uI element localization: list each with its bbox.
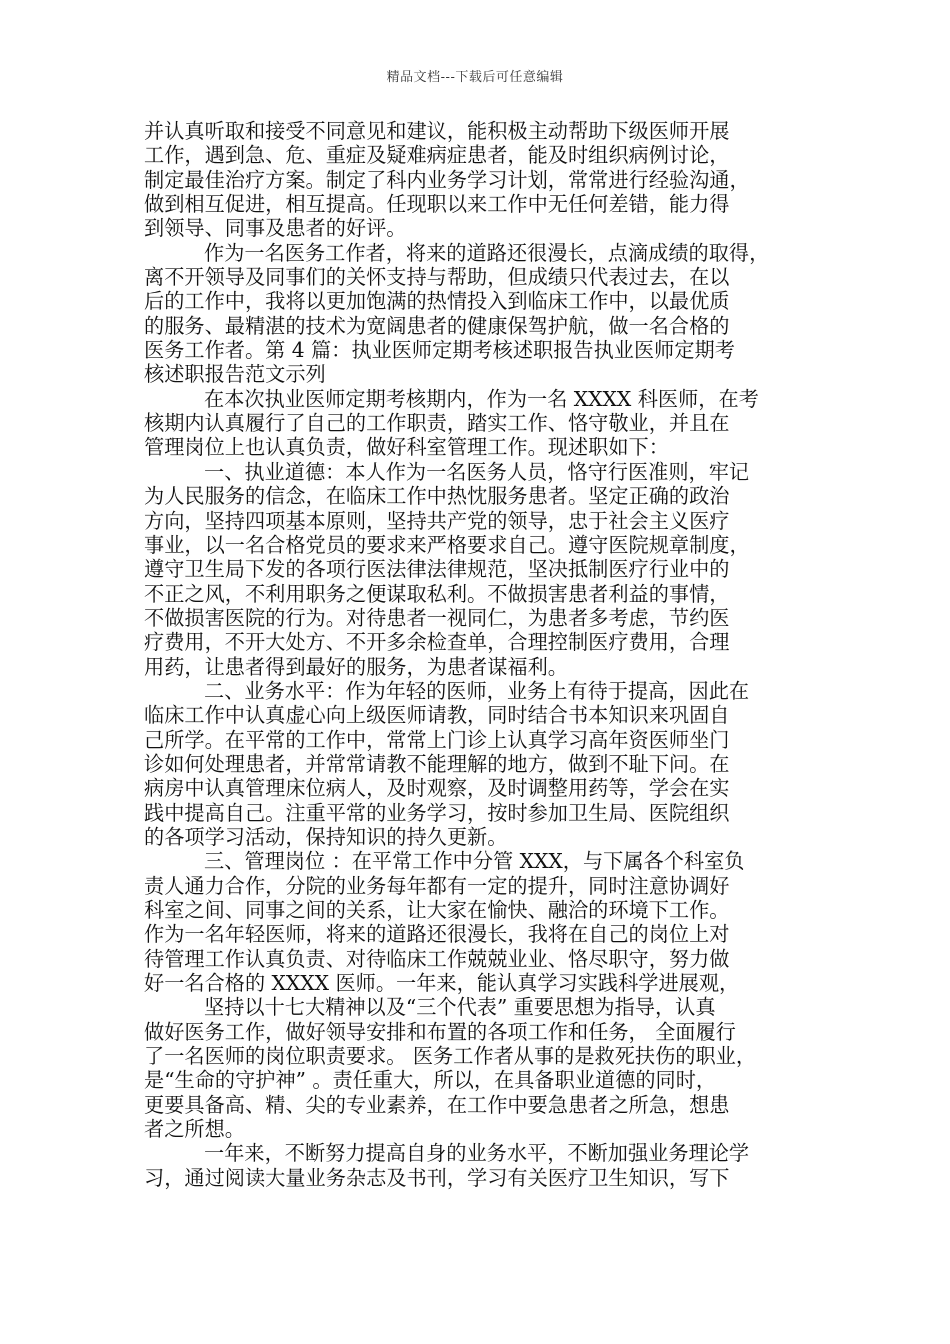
text-line: 三、管理岗位 ：在平常工作中分管 XXX，与下属各个科室负	[204, 849, 745, 874]
text-line: 并认真听取和接受不同意见和建议，能积极主动帮助下级医师开展	[144, 119, 730, 143]
text-line: 作为一名医务工作者，将来的道路还很漫长，点滴成绩的取得，	[204, 240, 770, 265]
text-line: 的各项学习活动，保持知识的持久更新。	[144, 824, 508, 849]
text-line: 一年来，不断努力提高自身的业务水平，不断加强业务理论学	[204, 1141, 750, 1166]
text-line: 是“生命的守护神” 。责任重大，所以，在具备职业道德的同时，	[144, 1068, 717, 1093]
text-line: 工作，遇到急、危、重症及疑难病症患者，能及时组织病例讨论，	[144, 143, 730, 168]
text-line: 后的工作中，我将以更加饱满的热情投入到临床工作中，以最优质	[144, 289, 730, 314]
text-line: 方向，坚持四项基本原则，坚持共产党的领导，忠于社会主义医疗	[144, 508, 730, 533]
text-line: 制定最佳治疗方案。制定了科内业务学习计划，常常进行经验沟通，	[144, 167, 750, 192]
text-line: 待管理工作认真负责、对待临床工作兢兢业业、恪尽职守，努力做	[144, 946, 730, 971]
text-line: 科室之间、同事之间的关系，让大家在愉快、融洽的环境下工作。	[144, 898, 730, 922]
text-line: 的服务、最精湛的技术为宽阔患者的健康保驾护航，做一名合格的	[144, 313, 730, 338]
text-line: 一、执业道德：本人作为一名医务人员，恪守行医准则，牢记	[204, 459, 750, 484]
text-line: 核期内认真履行了自己的工作职责，踏实工作、恪守敬业，并且在	[144, 411, 730, 436]
text-line: 在本次执业医师定期考核期内，作为一名 XXXX 科医师，在考	[204, 386, 759, 411]
text-line: 更要具备高、精、尖的专业素养，在工作中要急患者之所急，想患	[144, 1092, 730, 1117]
text-line: 用药，让患者得到最好的服务，为患者谋福利。	[144, 654, 568, 679]
text-line: 不正之风，不利用职务之便谋取私利。不做损害患者利益的事情，	[144, 581, 730, 606]
text-line: 到领导、同事及患者的好评。	[144, 216, 407, 241]
text-line: 事业，以一名合格党员的要求来严格要求自己。遵守医院规章制度，	[144, 532, 750, 557]
text-line: 病房中认真管理床位病人，及时观察，及时调整用药等，学会在实	[144, 776, 730, 801]
text-line: 坚持以十七大精神以及“三个代表” 重要思想为指导，认真	[204, 995, 716, 1020]
text-line: 了一名医师的岗位职责要求。 医务工作者从事的是救死扶伤的职业，	[144, 1044, 757, 1069]
text-line: 疗费用，不开大处方、不开多余检查单，合理控制医疗费用，合理	[144, 630, 730, 655]
page-header: 精品文档---下载后可任意编辑	[386, 70, 564, 85]
text-line: 遵守卫生局下发的各项行医法律法律规范，坚决抵制医疗行业中的	[144, 557, 730, 582]
text-line: 二、业务水平：作为年轻的医师，业务上有待于提高，因此在	[204, 678, 750, 703]
text-line: 作为一名年轻医师，将来的道路还很漫长，我将在自己的岗位上对	[144, 922, 730, 947]
text-line: 管理岗位上也认真负责，做好科室管理工作。现述职如下：	[144, 435, 669, 460]
document-body	[144, 119, 812, 1190]
text-line: 做好医务工作，做好领导安排和布置的各项工作和任务， 全面履行	[144, 1019, 736, 1044]
text-line: 习，通过阅读大量业务杂志及书刊，学习有关医疗卫生知识，写下	[144, 1165, 730, 1190]
text-line: 践中提高自己。注重平常的业务学习，按时参加卫生局、医院组织	[144, 800, 730, 825]
text-line: 核述职报告范文示列	[144, 362, 326, 387]
text-line: 诊如何处理患者，并常常请教不能理解的地方，做到不耻下问。在	[144, 751, 730, 776]
text-line: 好一名合格的 XXXX 医师。一年来，能认真学习实践科学进展观，	[144, 971, 740, 996]
text-line: 医务工作者。第 4 篇：执业医师定期考核述职报告执业医师定期考	[144, 338, 735, 363]
text-line: 者之所想。	[144, 1117, 245, 1142]
text-line: 离不开领导及同事们的关怀支持与帮助，但成绩只代表过去，在以	[144, 265, 730, 290]
text-line: 责人通力合作，分院的业务每年都有一定的提升，同时注意协调好	[144, 873, 730, 898]
text-line: 为人民服务的信念，在临床工作中热忱服务患者。坚定正确的政治	[144, 484, 730, 509]
text-line: 不做损害医院的行为。对待患者一视同仁，为患者多考虑，节约医	[144, 605, 730, 630]
text-line: 临床工作中认真虚心向上级医师请教，同时结合书本知识来巩固自	[144, 703, 730, 728]
text-line: 己所学。在平常的工作中，常常上门诊上认真学习高年资医师坐门	[144, 727, 730, 752]
text-line: 做到相互促进，相互提高。任现职以来工作中无任何差错，能力得	[144, 192, 730, 217]
